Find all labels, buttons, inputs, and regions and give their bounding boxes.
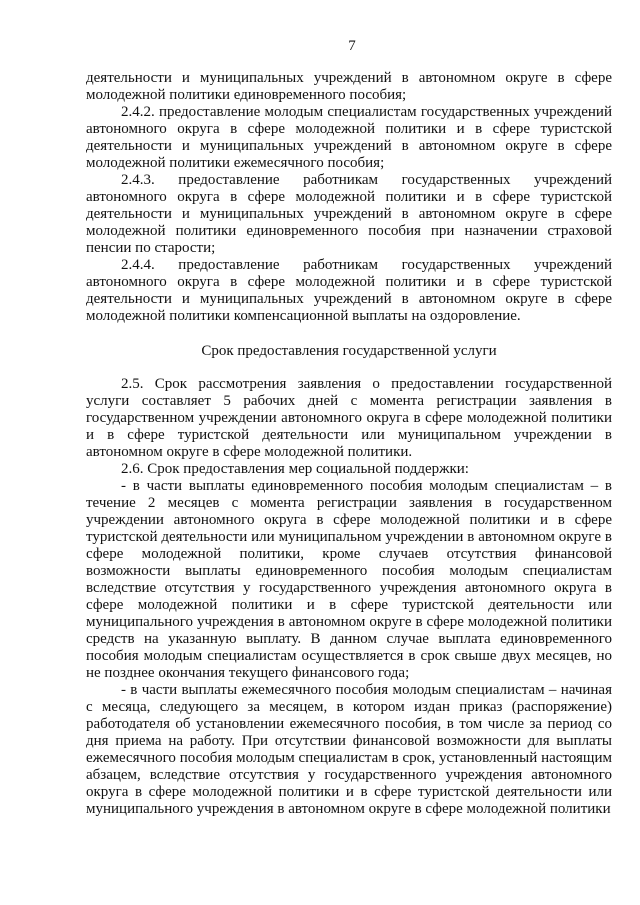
paragraph-2-4-3: 2.4.3. предоставление работникам государственных учреждений автономного округа в сфере молодежной политики и в сфере туристской деятельности и муниципальных учреждений в автономном округе в сфере молодежной политики единовременного пособия при назначении страховой пенсии по старости; xyxy=(86,172,612,256)
paragraph-2-6: 2.6. Срок предоставления мер социальной поддержки: xyxy=(121,461,469,477)
paragraph-continuation: деятельности и муниципальных учреждений в автономном округе в сфере молодежной политики единовременного пособия; xyxy=(86,70,612,103)
paragraph-2-4-4: 2.4.4. предоставление работникам государственных учреждений автономного округа в сфере молодежной политики и в сфере туристской деятельности и муниципальных учреждений в автономном округе в сфере молодежной политики компенсационной выплаты на оздоровление. xyxy=(86,257,612,324)
page-number: 7 xyxy=(348,38,356,54)
paragraph-2-4-2: 2.4.2. предоставление молодым специалистам государственных учреждений автономного округа в сфере молодежной политики и в сфере туристской деятельности и муниципальных учреждений в автономном округе в сфере молодежной политики ежемесячного пособия; xyxy=(86,104,612,171)
paragraph-lump-sum-benefit: - в части выплаты единовременного пособия молодым специалистам – в течение 2 месяцев с момента регистрации заявления в государственном учреждении автономного округа в сфере молодежной политики и в сфере туристской деятельности или муниципальном учреждении в автономном округе в сфере молодежной политики, кроме случаев отсутствия финансовой возможности выплаты единовременного пособия молодым специалистам вследствие отсутствия у государственного учреждения автономного округа в сфере молодежной политики и в сфере туристской деятельности или муниципального учреждения в автономном округе в сфере молодежной политики средств на указанную выплату. В данном случае выплата единовременного пособия молодым специалистам осуществляется в срок свыше двух месяцев, но не позднее окончания текущего финансового года; xyxy=(86,478,612,681)
paragraph-monthly-benefit: - в части выплаты ежемесячного пособия молодым специалистам – начиная с месяца, следующего за месяцем, в котором издан приказ (распоряжение) работодателя об установлении ежемесячного пособия, в том числе за период со дня приема на работу. При отсутствии финансовой возможности для выплаты ежемесячного пособия молодым специалистам в срок, установленный настоящим абзацем, вследствие отсутствия у государственного учреждения автономного округа в сфере молодежной политики и в сфере туристской деятельности или муниципального учреждения в автономном округе в сфере молодежной политики xyxy=(86,682,612,817)
section-heading: Срок предоставления государственной услуги xyxy=(201,343,497,359)
paragraph-2-5: 2.5. Срок рассмотрения заявления о предоставлении государственной услуги составляет 5 рабочих дней с момента регистрации заявления в государственном учреждении автономного округа в сфере молодежной политики и в сфере туристской деятельности или муниципальном учреждении в автономном округе в сфере молодежной политики. xyxy=(86,376,612,460)
